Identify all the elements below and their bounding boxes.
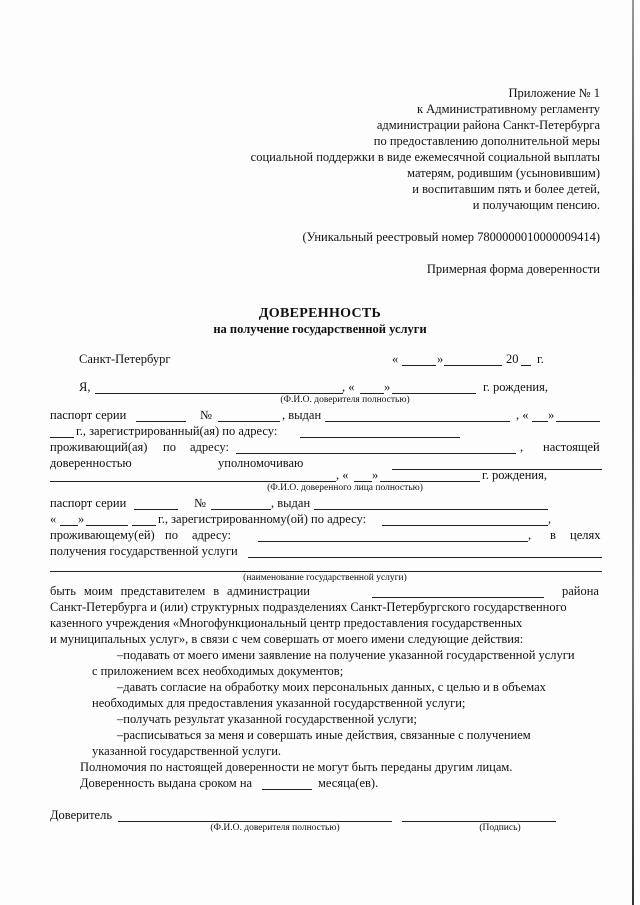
district-word: района xyxy=(562,584,599,598)
date-year-suffix: г. xyxy=(537,352,544,366)
principal-proxy-word: доверенностью xyxy=(50,456,132,470)
principal-series-line xyxy=(136,421,186,422)
rep-word: моим xyxy=(83,584,113,598)
principal-fio-caption: (Ф.И.О. доверителя полностью) xyxy=(280,395,410,405)
date-close-quote: » xyxy=(437,352,444,366)
agent-issue-quote-open: « xyxy=(50,512,57,526)
action-item: –получать результат указанной государственной услуги; xyxy=(117,712,417,726)
representation-words xyxy=(50,584,310,599)
agent-fio-caption: (Ф.И.О. доверенного лица полностью) xyxy=(267,483,423,493)
principal-registered: г., зарегистрированный(ая) по адресу: xyxy=(76,424,278,438)
agent-issue-quote-close: » xyxy=(78,512,85,526)
action-item: –расписываться за меня и совершать иные действия, связанные с получением xyxy=(117,728,531,742)
principal-registered-line xyxy=(300,437,460,438)
term-suffix: месяца(ев). xyxy=(318,776,379,790)
agent-issue-day-line xyxy=(60,525,78,526)
term-prefix: Доверенность выдана сроком на xyxy=(80,776,253,790)
body-line: Санкт-Петербурга и (или) структурных подразделениях Санкт-Петербургского государственного xyxy=(50,600,567,614)
principal-living-1: проживающий(ая) xyxy=(50,440,148,454)
principal-issued: , выдан xyxy=(282,408,322,422)
agent-in: в xyxy=(550,528,556,542)
agent-passport-series: паспорт серии xyxy=(50,496,127,510)
principal-birth-month-line xyxy=(392,393,476,394)
agent-purpose: целях xyxy=(570,528,601,542)
principal-living-3: адресу: xyxy=(190,440,229,454)
agent-quote-close: » xyxy=(372,468,379,482)
appendix-line: Приложение № 1 xyxy=(508,86,600,100)
principal-quote-close: » xyxy=(384,380,391,394)
place: Санкт-Петербург xyxy=(79,352,171,366)
principal-living-2: по xyxy=(163,440,176,454)
rep-word: быть xyxy=(50,584,76,598)
agent-birth-day-line xyxy=(354,481,372,482)
service-caption: (наименование государственной услуги) xyxy=(243,573,407,583)
agent-living-1: проживающему(ей) xyxy=(50,528,155,542)
action-item: –давать согласие на обработку моих персональных данных, с целью и в объемах xyxy=(117,680,546,694)
principal-issued-line xyxy=(325,421,510,422)
date-year-prefix: 20 xyxy=(506,352,519,366)
principal-issue-day-line xyxy=(532,421,548,422)
appendix-line: и получающим пенсию. xyxy=(472,198,600,212)
agent-series-line xyxy=(134,509,178,510)
principal-fio-line xyxy=(95,393,343,394)
action-item-cont: указанной государственной услуги. xyxy=(92,744,282,758)
principal-issue-year-line xyxy=(50,437,74,438)
agent-issued-line xyxy=(314,509,548,510)
appendix-line: и воспитавшим пять и более детей, xyxy=(412,182,600,196)
appendix-line: матерям, родившим (усыновившим) xyxy=(407,166,600,180)
agent-service-line xyxy=(248,557,602,558)
principal-birth: г. рождения, xyxy=(483,380,548,394)
agent-living-comma: , xyxy=(528,528,532,542)
principal-i: Я, xyxy=(79,380,91,394)
agent-issue-year-line xyxy=(132,525,156,526)
body-line: и муниципальных услуг», в связи с чем совершать от моего имени следующие действия: xyxy=(50,632,524,646)
service-name-line xyxy=(50,571,602,572)
principal-number-line xyxy=(218,421,280,422)
action-item-cont: необходимых для предоставления указанной государственной услуги; xyxy=(92,696,466,710)
principal-living-comma: , xyxy=(520,440,524,454)
principal-issue-month-line xyxy=(556,421,600,422)
signature-label: Доверитель xyxy=(50,808,113,822)
principal-issue-quote-open: , « xyxy=(516,408,529,422)
principal-number-sign: № xyxy=(200,408,212,422)
registry-number: (Уникальный реестровый номер 7800000010000009414) xyxy=(302,230,600,244)
principal-issue-quote-close: » xyxy=(548,408,555,422)
principal-present: настоящей xyxy=(543,440,600,454)
appendix-line: по предоставлению дополнительной меры xyxy=(373,134,600,148)
signature-sign-line xyxy=(402,821,556,822)
date-day-line xyxy=(402,365,436,366)
date-year-line xyxy=(521,365,531,366)
agent-service-receipt: получения государственной услуги xyxy=(50,544,238,558)
agent-living-2: по xyxy=(165,528,178,542)
agent-number-sign: № xyxy=(194,496,206,510)
agent-number-line xyxy=(211,509,271,510)
document-subtitle: на получение государственной услуги xyxy=(213,322,427,336)
rep-word: в xyxy=(213,584,220,598)
principal-living-line xyxy=(236,453,516,454)
agent-comma-quote: , « xyxy=(336,468,349,482)
principal-comma-quote: , « xyxy=(342,380,355,394)
no-transfer-note: Полномочия по настоящей доверенности не могут быть переданы другим лицам. xyxy=(80,760,513,774)
agent-registered-line xyxy=(382,525,548,526)
principal-authorize: уполномочиваю xyxy=(218,456,304,470)
signature-fio-line xyxy=(118,821,392,822)
appendix-line: социальной поддержки в виде ежемесячной социальной выплаты xyxy=(250,150,600,164)
document-title: ДОВЕРЕННОСТЬ xyxy=(258,306,382,321)
appendix-line: администрации района Санкт-Петербурга xyxy=(376,118,600,132)
signature-sign-caption: (Подпись) xyxy=(479,823,521,833)
agent-registered-comma: , xyxy=(548,512,552,526)
term-months-line xyxy=(262,789,312,790)
form-label: Примерная форма доверенности xyxy=(426,262,600,276)
principal-passport-series: паспорт серии xyxy=(50,408,127,422)
agent-birth-month-line xyxy=(380,481,480,482)
action-item: –подавать от моего имени заявление на получение указанной государственной услуги xyxy=(117,648,575,662)
date-month-line xyxy=(444,365,502,366)
agent-living-line xyxy=(258,541,528,542)
appendix-line: к Административному регламенту xyxy=(416,102,600,116)
signature-fio-caption: (Ф.И.О. доверителя полностью) xyxy=(210,823,340,833)
date-open-quote: « xyxy=(392,352,399,366)
agent-birth: г. рождения, xyxy=(482,468,547,482)
agent-registered: г., зарегистрированному(ой) по адресу: xyxy=(158,512,367,526)
body-line: казенного учреждения «Многофункциональный центр предоставления государственных xyxy=(50,616,523,630)
action-item-cont: с приложением всех необходимых документов; xyxy=(92,664,344,678)
scan-edge xyxy=(632,0,634,905)
rep-word: администрации xyxy=(227,584,310,598)
rep-word: представителем xyxy=(120,584,206,598)
principal-birth-day-line xyxy=(360,393,384,394)
agent-living-3: адресу: xyxy=(192,528,231,542)
agent-issue-month-line xyxy=(86,525,128,526)
agent-issued: , выдан xyxy=(271,496,311,510)
administration-line xyxy=(372,597,544,598)
agent-fio-line xyxy=(50,481,336,482)
